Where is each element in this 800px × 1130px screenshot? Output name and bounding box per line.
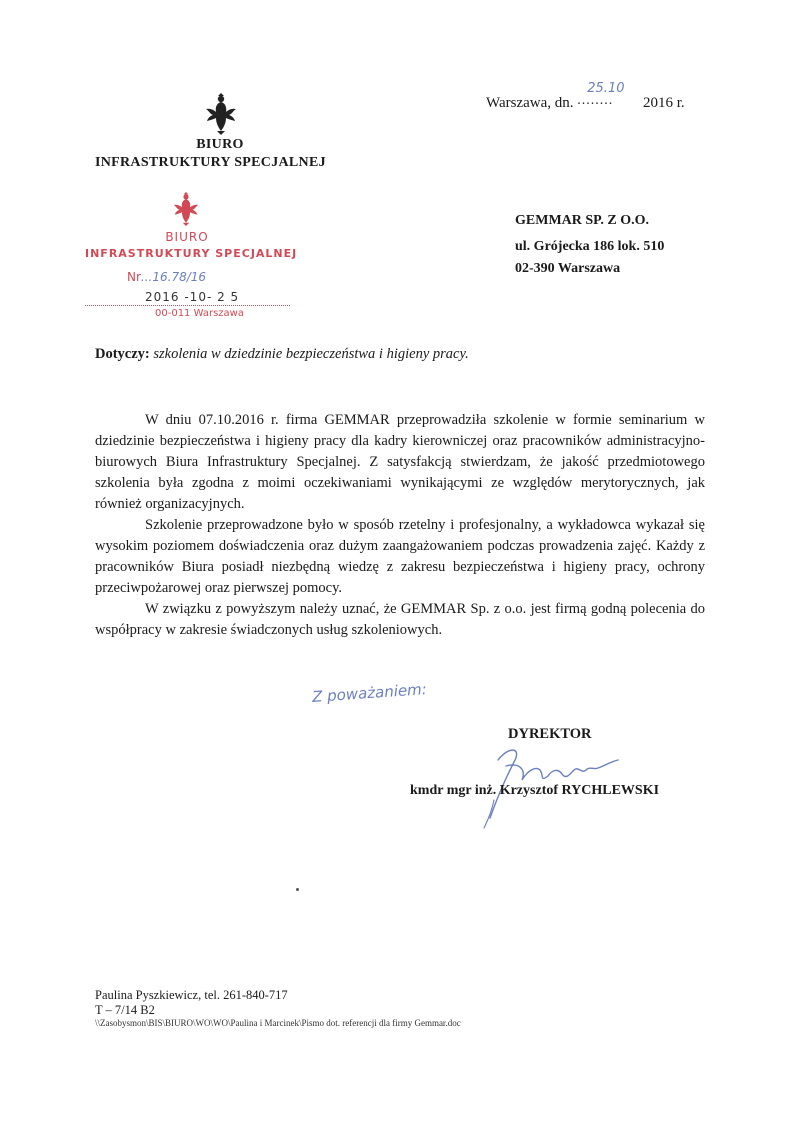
date-handwritten: 25.10 — [587, 81, 625, 96]
date-dots: ........ — [577, 93, 614, 108]
date-suffix: 2016 r. — [643, 95, 685, 111]
registration-stamp — [85, 192, 305, 326]
stamp-nr-prefix: Nr — [127, 270, 141, 284]
footer-reference: T – 7/14 B2 — [95, 1003, 155, 1017]
institution-name-line2: INFRASTRUKTURY SPECJALNEJ — [95, 155, 326, 170]
institution-name-line1: BIURO — [196, 137, 244, 152]
stamp-line2: INFRASTRUKTURY SPECJALNEJ — [85, 247, 298, 260]
subject-text: szkolenia w dziedzinie bezpieczeństwa i higieny pracy. — [153, 346, 469, 362]
subject-line — [95, 346, 469, 363]
stamp-nr-handwritten: ...16.78/16 — [140, 270, 207, 284]
signer-title: DYREKTOR — [508, 726, 592, 742]
stamp-city: 00-011 Warszawa — [155, 308, 244, 319]
stamp-line1: BIURO — [165, 230, 209, 244]
stamp-number — [127, 270, 206, 284]
signer-name: kmdr mgr inż. Krzysztof RYCHLEWSKI — [410, 783, 660, 798]
date-line — [486, 81, 685, 112]
stamp-eagle-icon — [171, 192, 201, 226]
date-prefix: Warszawa, dn. — [486, 95, 574, 111]
body-paragraph-3: W związku z powyższym należy uznać, że GEMMAR Sp. z o.o. jest firmą godną polecenia do współpracy w zakresie świadczonych usług szkoleniowych. — [95, 601, 705, 638]
letter-body — [95, 410, 705, 641]
scan-speck — [296, 888, 299, 891]
footer-file-path: \\Zasobysmon\BIS\BIURO\WO\WO\Paulina i Marcinek\Pismo dot. referencji dla firmy Gemmar.doc — [95, 1018, 461, 1028]
stamp-date: 2016 -10- 2 5 — [145, 290, 240, 304]
subject-label: Dotyczy: — [95, 346, 150, 362]
footer-contact: Paulina Pyszkiewicz, tel. 261-840-717 — [95, 988, 288, 1002]
eagle-emblem-icon — [204, 93, 238, 135]
date-field — [577, 81, 639, 108]
recipient-name: GEMMAR SP. Z O.O. — [515, 213, 650, 228]
closing-handwritten: Z poważaniem: — [311, 680, 428, 706]
body-paragraph-2: Szkolenie przeprowadzone było w sposób rzetelny i profesjonalny, a wykładowca wykazał się wysokim poziomem doświadczenia oraz dużym zaangażowaniem podczas prowadzenia zajęć. Każdy z pracowników Biura posiadł niezbędną wiedzę z zakresu bezpieczeństwa i higieny pracy, ochrony przeciwpożarowej oraz pierwszej pomocy. — [95, 517, 705, 596]
stamp-divider — [85, 305, 290, 306]
recipient-street: ul. Grójecka 186 lok. 510 — [515, 239, 665, 254]
body-paragraph-1: W dniu 07.10.2016 r. firma GEMMAR przeprowadziła szkolenie w formie seminarium w dziedzinie bezpieczeństwa i higieny pracy dla kadry kierowniczej oraz pracowników administracyjno-biurowych Biura Infrastruktury Specjalnej. Z satysfakcją stwierdzam, że jakość przedmiotowego szkolenia była zgodna z moimi oczekiwaniami wynikającymi ze względów merytorycznych, jak również organizacyjnych. — [95, 412, 705, 512]
recipient-city: 02-390 Warszawa — [515, 261, 621, 276]
